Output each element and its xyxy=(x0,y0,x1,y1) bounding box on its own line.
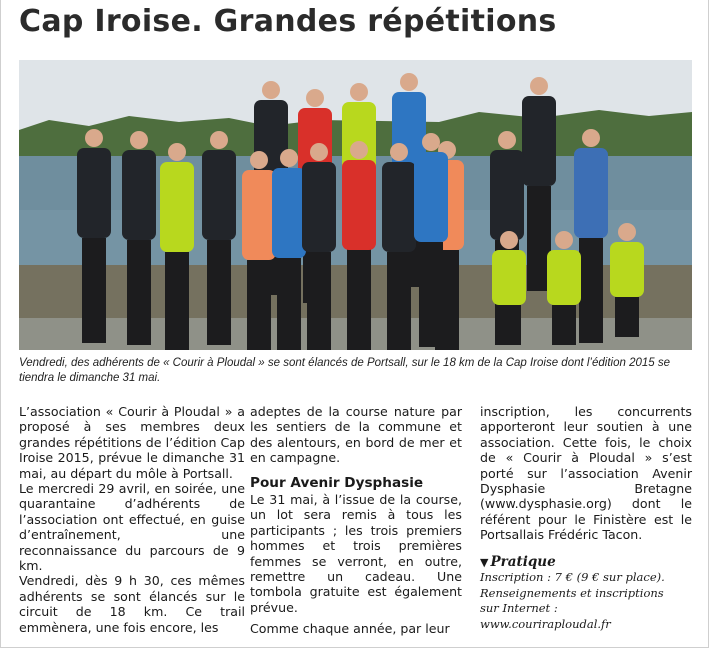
runner-head xyxy=(350,141,368,159)
runner-head xyxy=(310,143,328,161)
runner-jacket xyxy=(382,162,416,252)
runner-jacket xyxy=(574,148,608,238)
runner-jacket xyxy=(272,168,306,258)
runner-jacket xyxy=(522,96,556,186)
runner-legs xyxy=(207,240,231,345)
runner-head xyxy=(350,83,368,101)
column-1 xyxy=(19,404,245,635)
runner-legs xyxy=(277,258,301,350)
pratique-line: sur Internet : xyxy=(480,601,558,616)
pratique-line: Renseignements et inscriptions xyxy=(480,585,664,600)
paragraph: Le 31 mai, à l’issue de la course, un lot sera remis à tous les participants ; les trois premiers hommes et trois premières femmes se verront, en outre, remettre un cadeau. Une tombola gratuite est également prévue. xyxy=(250,492,462,615)
photo-caption: Vendredi, des adhérents de « Courir à Ploudal » se sont élancés de Portsall, sur le 18 km de la Cap Iroise dont l’édition 2015 se tiendra le dimanche 31 mai. xyxy=(19,357,670,384)
runner-legs xyxy=(247,260,271,350)
runner-head xyxy=(85,129,103,147)
runner-legs xyxy=(497,305,521,345)
runner-head xyxy=(555,231,573,249)
paragraph: adeptes de la course nature par les sentiers de la commune et des alentours, en bord de mer et en campagne. xyxy=(250,404,462,466)
runner-legs xyxy=(419,242,443,347)
runner-jacket xyxy=(547,250,581,305)
group-photo xyxy=(19,60,692,350)
runner-legs xyxy=(82,238,106,343)
article-headline: Cap Iroise. Grandes répétitions xyxy=(19,4,557,39)
runner-legs xyxy=(579,238,603,343)
runner-head xyxy=(210,131,228,149)
runner-jacket xyxy=(610,242,644,297)
runner-head xyxy=(280,149,298,167)
pratique-line: Inscription : 7 € (9 € sur place). xyxy=(480,570,665,585)
runner-jacket xyxy=(77,148,111,238)
runner-legs xyxy=(307,252,331,350)
runner-head xyxy=(530,77,548,95)
runner-jacket xyxy=(242,170,276,260)
paragraph: Vendredi, dès 9 h 30, ces mêmes adhérents se sont élancés sur le circuit de 18 km. Ce trail emmènera, une fois encore, les xyxy=(19,573,245,635)
runner-legs xyxy=(615,297,639,337)
runner-head xyxy=(262,81,280,99)
runners-photo-illustration xyxy=(19,60,692,350)
runner-jacket xyxy=(342,160,376,250)
runner-jacket xyxy=(490,150,524,240)
paragraph: Comme chaque année, par leur xyxy=(250,621,450,637)
triangle-down-icon: ▼ xyxy=(480,555,489,569)
runner-jacket xyxy=(122,150,156,240)
runner-jacket xyxy=(302,162,336,252)
runner-jacket xyxy=(202,150,236,240)
runner-jacket xyxy=(160,162,194,252)
runner-legs xyxy=(165,252,189,350)
runner-legs xyxy=(347,250,371,350)
runner-head xyxy=(130,131,148,149)
runner-head xyxy=(306,89,324,107)
runner-jacket xyxy=(414,152,448,242)
column-3 xyxy=(480,404,692,632)
runner-head xyxy=(582,129,600,147)
runner-head xyxy=(390,143,408,161)
runner-jacket xyxy=(492,250,526,305)
runner-legs xyxy=(127,240,151,345)
pratique-title: Pratique xyxy=(490,553,556,570)
paragraph: L’association « Courir à Ploudal » a proposé à ses membres deux grandes répétitions de l’édition Cap Iroise 2015, prévue le dimanche 31 mai, au départ du môle à Portsall. xyxy=(19,404,245,481)
column-2 xyxy=(250,404,462,637)
runner-head xyxy=(250,151,268,169)
paragraph: Le mercredi 29 avril, en soirée, une quarantaine d’adhérents de l’association ont effectué, en guise d’entraînement, une reconnaissance du parcours de 9 km. xyxy=(19,481,245,574)
runner-head xyxy=(168,143,186,161)
runner-head xyxy=(422,133,440,151)
website-link[interactable]: www.couriraploudal.fr xyxy=(480,616,611,631)
runner-legs xyxy=(552,305,576,345)
runner-head xyxy=(498,131,516,149)
pratique-heading xyxy=(480,555,692,570)
subheading: Pour Avenir Dysphasie xyxy=(250,474,424,491)
runner-head xyxy=(618,223,636,241)
runner-legs xyxy=(387,252,411,350)
runner-head xyxy=(400,73,418,91)
runner-head xyxy=(500,231,518,249)
paragraph: inscription, les concurrents apporteront leur soutien à une association. Cette fois, le choix de « Courir à Ploudal » s’est porté sur l’association Avenir Dysphasie Bretagne (www.dysphasie.org) dont le référent pour le Finistère est le Portsallais Frédéric Tacon. xyxy=(480,404,692,543)
